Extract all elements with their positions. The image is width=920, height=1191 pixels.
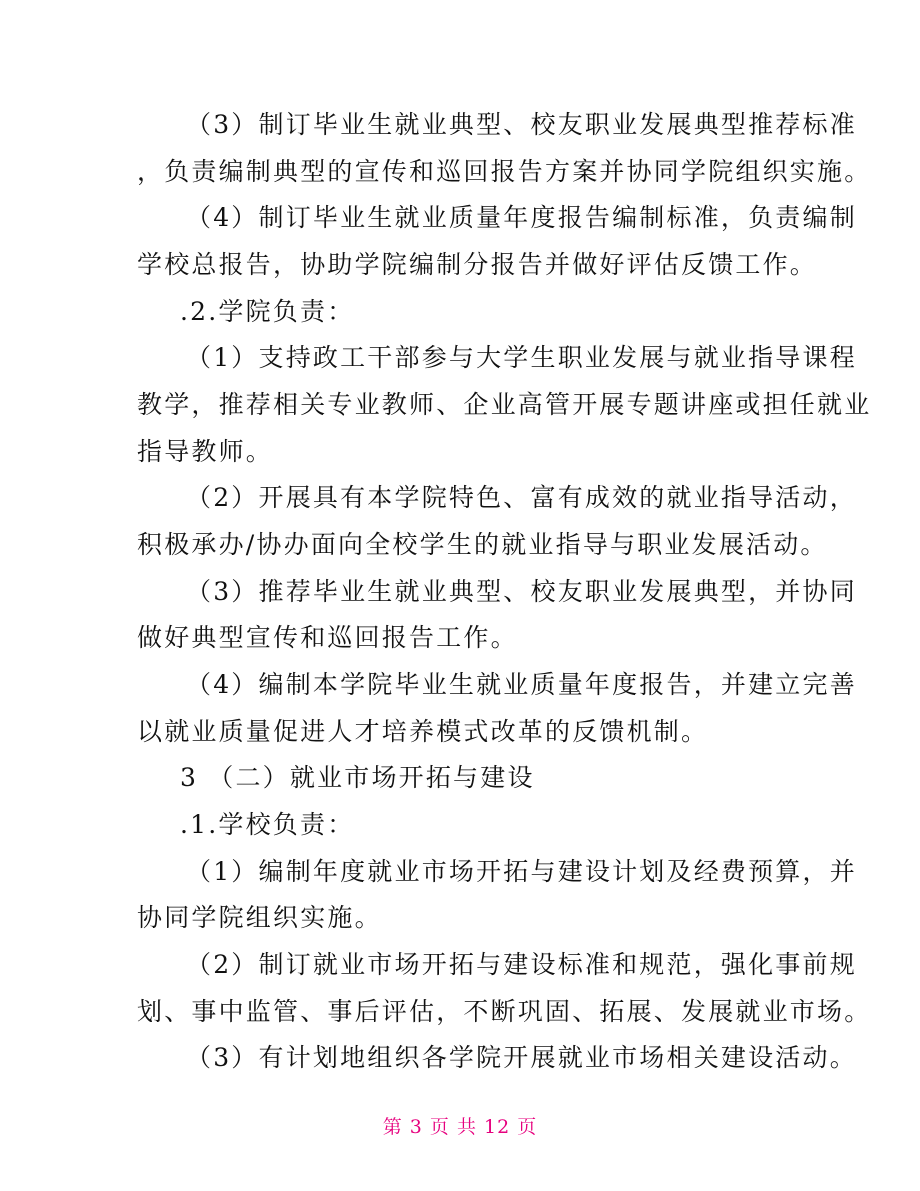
paragraph-line: 积极承办/协办面向全校学生的就业指导与职业发展活动。 (137, 530, 828, 559)
paragraph-line: （3）有计划地组织各学院开展就业市场相关建设活动。 (186, 1043, 857, 1072)
paragraph-line: 以就业质量促进人才培养模式改革的反馈机制。 (137, 717, 709, 746)
paragraph-line: ，负责编制典型的宣传和巡回报告方案并协同学院组织实施。 (137, 157, 872, 186)
paragraph-line: 指导教师。 (137, 437, 274, 466)
paragraph-line: （4）制订毕业生就业质量年度报告编制标准，负责编制 (186, 203, 857, 232)
paragraph-line: （4）编制本学院毕业生就业质量年度报告，并建立完善 (186, 670, 857, 699)
paragraph-line: （3）推荐毕业生就业典型、校友职业发展典型，并协同 (186, 577, 857, 606)
paragraph-line: （1）编制年度就业市场开拓与建设计划及经费预算，并 (186, 857, 857, 886)
paragraph-line: （2）开展具有本学院特色、富有成效的就业指导活动， (186, 483, 857, 512)
paragraph-line: 划、事中监管、事后评估，不断巩固、拓展、发展就业市场。 (137, 997, 872, 1026)
paragraph-line: 做好典型宣传和巡回报告工作。 (137, 623, 518, 652)
paragraph-line: （1）支持政工干部参与大学生职业发展与就业指导课程 (186, 343, 857, 372)
section-subheading: .2.学院负责： (180, 297, 355, 326)
page-number-footer: 第 3 页 共 12 页 (382, 1116, 538, 1138)
paragraph-line: （3）制订毕业生就业典型、校友职业发展典型推荐标准 (186, 110, 857, 139)
paragraph-line: （2）制订就业市场开拓与建设标准和规范，强化事前规 (186, 950, 857, 979)
paragraph-line: 教学，推荐相关专业教师、企业高管开展专题讲座或担任就业 (137, 390, 872, 419)
paragraph-line: 协同学院组织实施。 (137, 903, 382, 932)
section-subheading: .1.学校负责： (180, 810, 355, 839)
paragraph-line: 学校总报告，协助学院编制分报告并做好评估反馈工作。 (137, 250, 818, 279)
section-heading: 3 （二）就业市场开拓与建设 (180, 763, 535, 792)
